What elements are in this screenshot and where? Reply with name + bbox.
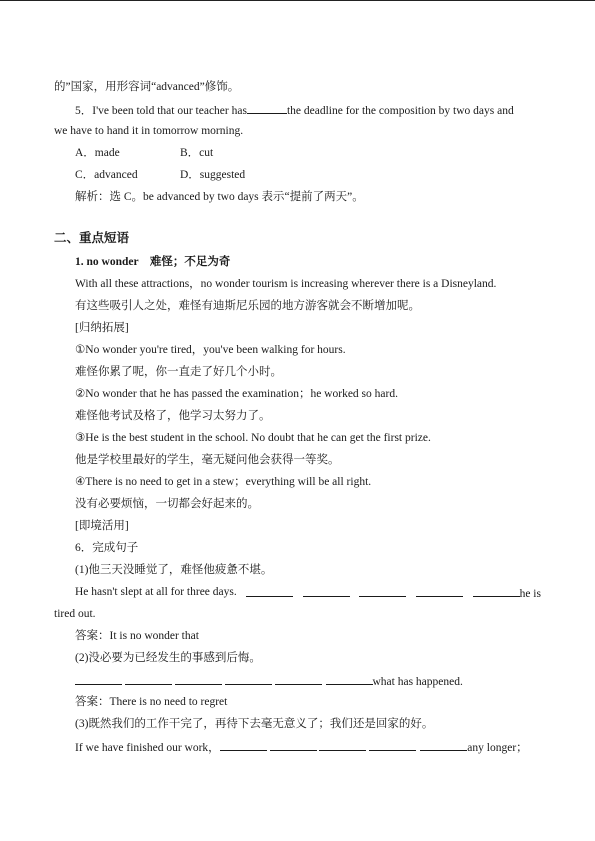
option-a[interactable]: A．made [75,147,120,159]
fill-blank[interactable] [125,673,172,685]
fill-blank[interactable] [420,739,467,751]
subsection-label: [归纳拓展] [75,322,129,334]
example-cn: 他是学校里最好的学生，毫无疑问他会获得一等奖。 [75,454,340,466]
example-cn: 难怪他考试及格了，他学习太努力了。 [75,410,271,422]
sentence-en-cont: tired out. [54,608,96,620]
subsection-label: [即境活用] [75,520,129,532]
sentence-en-blanks [75,739,528,755]
question-6: 6．完成句子 [75,542,139,554]
sentence-text: he is [519,588,541,600]
text-line: we have to hand it in tomorrow morning. [54,125,244,137]
example-en: ④There is no need to get in a stew；everything will be all right. [75,476,372,488]
sentence-en-blanks [75,585,541,601]
sentence-text: If we have finished our work， [75,742,220,754]
example-cn: 没有必要烦恼，一切都会好起来的。 [75,498,259,510]
option-b[interactable]: B．cut [180,147,214,159]
fill-blank[interactable] [416,585,463,597]
sentence-cn: (3)既然我们的工作干完了，再待下去毫无意义了；我们还是回家的好。 [75,718,434,730]
option-c[interactable]: C．advanced [75,169,138,181]
fill-blank[interactable] [75,673,122,685]
sentence-text: any longer； [467,742,528,754]
fill-blank[interactable] [319,739,366,751]
section-heading: 二、重点短语 [54,230,130,245]
sentence-en-blanks [75,673,463,689]
sentence-text: what has happened. [372,676,463,688]
answer-text: 答案：It is no wonder that [75,630,199,642]
option-d[interactable]: D．suggested [180,169,246,181]
sentence-text: He hasn't slept at all for three days. [75,586,237,598]
question-text: I've been told that our teacher has [92,105,247,117]
fill-blank[interactable] [247,102,287,114]
fill-blank[interactable] [246,585,293,597]
options-row [75,146,213,160]
example-en: ③He is the best student in the school. No doubt that he can get the first prize. [75,432,431,444]
fill-blank[interactable] [220,739,267,751]
analysis-text: 解析：选 C。be advanced by two days 表示“提前了两天”。 [75,191,364,203]
phrase-title: 1. no wonder 难怪；不足为奇 [75,256,231,268]
fill-blank[interactable] [359,585,406,597]
example-en: ②No wonder that he has passed the examination；he worked so hard. [75,388,398,400]
options-row [75,168,245,182]
answer-text: 答案：There is no need to regret [75,696,228,708]
sentence-cn: (2)没必要为已经发生的事感到后悔。 [75,652,261,664]
fill-blank[interactable] [369,739,416,751]
fill-blank[interactable] [225,673,272,685]
fill-blank[interactable] [275,673,322,685]
fill-blank[interactable] [326,673,373,685]
example-en: ①No wonder you're tired，you've been walking for hours. [75,344,346,356]
fill-blank[interactable] [303,585,350,597]
fill-blank[interactable] [473,585,520,597]
sentence-tail [473,585,541,601]
example-cn: 有这些吸引人之处，难怪有迪斯尼乐园的地方游客就会不断增加呢。 [75,300,420,312]
fill-blank[interactable] [270,739,317,751]
question-number: 5． [75,105,93,117]
sentence-cn: (1)他三天没睡觉了，难怪他疲惫不堪。 [75,564,273,576]
question-text: the deadline for the composition by two days and [286,105,514,117]
text-line: 的”国家，用形容词“advanced”修饰。 [54,81,240,93]
fill-blank[interactable] [175,673,222,685]
example-cn: 难怪你累了呢，你一直走了好几个小时。 [75,366,282,378]
example-en: With all these attractions，no wonder tourism is increasing wherever there is a Disneyland. [75,278,497,290]
question-5 [75,102,514,118]
